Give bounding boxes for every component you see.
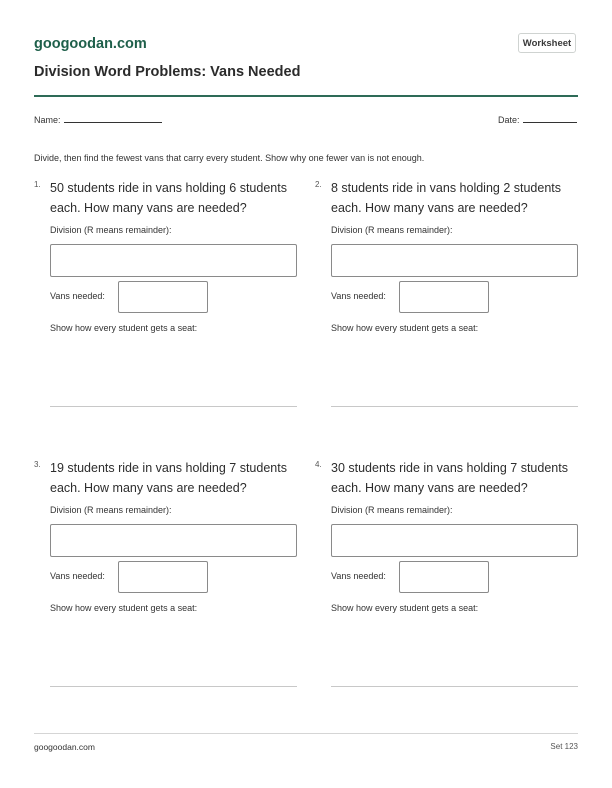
date-line[interactable] xyxy=(523,114,577,123)
date-field xyxy=(498,114,577,125)
footer-divider xyxy=(34,733,578,734)
division-answer-box[interactable] xyxy=(50,524,297,557)
vans-needed-box[interactable] xyxy=(118,561,208,593)
instructions: Divide, then find the fewest vans that carry every student. Show why one fewer van is not enough. xyxy=(34,153,425,163)
brand-logo-text: googoodan.com xyxy=(34,36,147,52)
vans-needed-label: Vans needed: xyxy=(50,291,105,301)
problem-1 xyxy=(34,178,294,418)
name-field xyxy=(34,114,162,125)
date-label: Date: xyxy=(498,115,520,125)
division-answer-box[interactable] xyxy=(331,244,578,277)
division-label: Division (R means remainder): xyxy=(50,505,172,515)
show-work-label: Show how every student gets a seat: xyxy=(50,603,198,613)
worksheet-badge: Worksheet xyxy=(518,33,576,53)
name-label: Name: xyxy=(34,115,61,125)
show-work-line[interactable] xyxy=(331,686,578,687)
page-title: Division Word Problems: Vans Needed xyxy=(34,64,301,80)
show-work-label: Show how every student gets a seat: xyxy=(50,323,198,333)
vans-needed-box[interactable] xyxy=(118,281,208,313)
problem-number: 1. xyxy=(34,180,41,189)
division-label: Division (R means remainder): xyxy=(331,225,453,235)
problem-text: 19 students ride in vans holding 7 students each. How many vans are needed? xyxy=(50,461,287,495)
vans-needed-label: Vans needed: xyxy=(50,571,105,581)
show-work-line[interactable] xyxy=(50,686,297,687)
show-work-line[interactable] xyxy=(331,406,578,407)
show-work-line[interactable] xyxy=(50,406,297,407)
problem-number: 2. xyxy=(315,180,322,189)
footer-set-number: Set 123 xyxy=(550,742,578,751)
show-work-label: Show how every student gets a seat: xyxy=(331,323,479,333)
name-line[interactable] xyxy=(64,114,162,123)
problem-2 xyxy=(315,178,575,418)
division-label: Division (R means remainder): xyxy=(331,505,453,515)
problem-text: 50 students ride in vans holding 6 students each. How many vans are needed? xyxy=(50,181,287,215)
division-answer-box[interactable] xyxy=(331,524,578,557)
problem-text: 30 students ride in vans holding 7 students each. How many vans are needed? xyxy=(331,461,568,495)
vans-needed-box[interactable] xyxy=(399,281,489,313)
show-work-label: Show how every student gets a seat: xyxy=(331,603,479,613)
vans-needed-box[interactable] xyxy=(399,561,489,593)
problem-number: 3. xyxy=(34,460,41,469)
division-label: Division (R means remainder): xyxy=(50,225,172,235)
problem-3 xyxy=(34,458,294,698)
header-divider xyxy=(34,95,578,97)
footer-site: googoodan.com xyxy=(34,742,95,752)
problem-number: 4. xyxy=(315,460,322,469)
problem-4 xyxy=(315,458,575,698)
problem-text: 8 students ride in vans holding 2 students each. How many vans are needed? xyxy=(331,181,562,215)
vans-needed-label: Vans needed: xyxy=(331,571,386,581)
division-answer-box[interactable] xyxy=(50,244,297,277)
vans-needed-label: Vans needed: xyxy=(331,291,386,301)
